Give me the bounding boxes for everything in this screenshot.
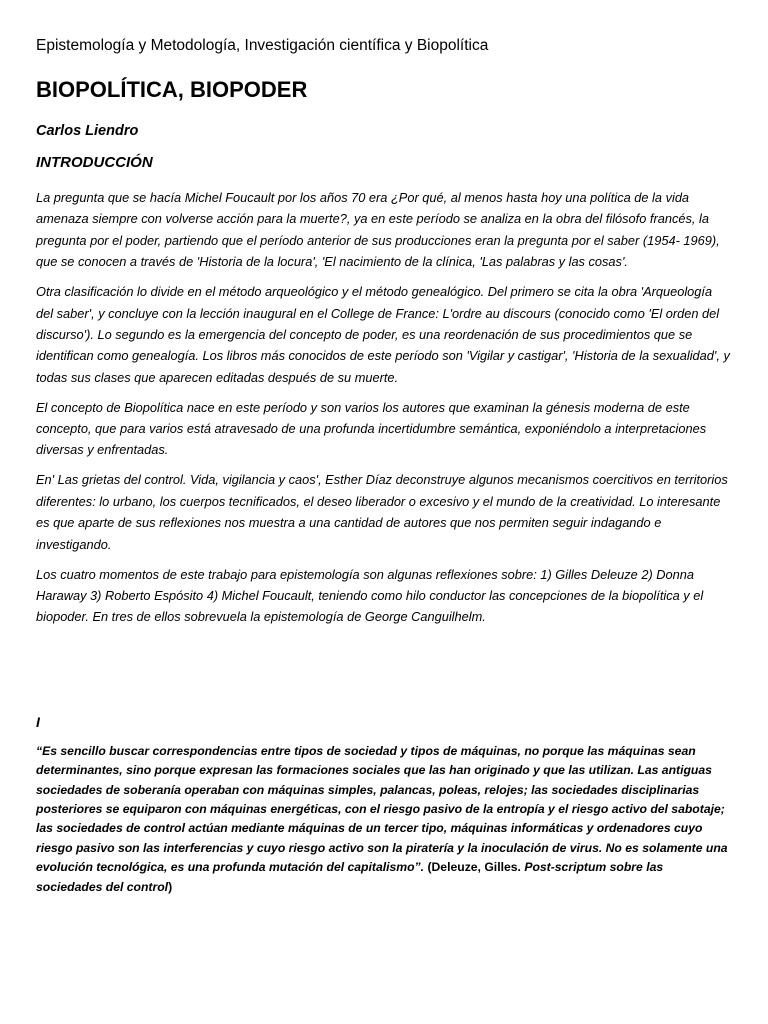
paragraph-5: Los cuatro momentos de este trabajo para epistemología son algunas reflexiones sobre: 1) Gilles Deleuze 2) Donna Haraway 3) Roberto Espósito 4) Michel Foucault, teniendo como hilo conductor las concepciones de la biopolítica y el biopoder. En tres de ellos sobrevuela la epistemología de George Canguilhelm. [36,566,704,625]
citation-close: ) [168,879,173,894]
citation-work: Post-scriptum sobre las sociedades del control [36,860,664,894]
citation-open: ( [427,860,432,875]
document-page [36,36,732,897]
citation-author: Deleuze, Gilles. [431,860,525,875]
section-heading-i: I [36,713,40,730]
paragraph-3: El concepto de Biopolítica nace en este período y son varios los autores que examinan la génesis moderna de este concepto, que para varios está atravesado de una profunda incertidumbre semántica, exponiéndolo a interpretaciones diversas y enfrentadas. [36,399,707,458]
document-header: Epistemología y Metodología, Investigación científica y Biopolítica [36,37,489,54]
paragraph-2: Otra clasificación lo divide en el método arqueológico y el método genealógico. Del primero se cita la obra 'Arqueología del saber', y concluye con la lección inaugural en el College de France: L'ordre au discours (conocido como 'El orden del discurso'). Lo segundo es la emergencia del concepto de poder, es una reordenación de sus procedimientos que se identifican como genealogía. Los libros más conocidos de este período son 'Vigilar y castigar', 'Historia de la sexualidad', y todas sus clases que aparecen editadas después de su muerte. [36,284,730,385]
document-title: BIOPOLÍTICA, BIOPODER [36,77,308,102]
section-heading-introduccion: INTRODUCCIÓN [36,154,153,171]
paragraph-4: En' Las grietas del control. Vida, vigilancia y caos', Esther Díaz deconstruye algunos mecanismos coercitivos en territorios diferentes: lo urbano, los cuerpos tecnificados, el deseo liberador o excesivo y el mundo de la creatividad. Lo interesante es que aparte de sus reflexiones nos muestra a una cantidad de autores que nos permiten seguir indagando e investigando. [36,472,728,552]
deleuze-quote [36,742,732,897]
paragraph-1: La pregunta que se hacía Michel Foucault por los años 70 era ¿Por qué, al menos hasta hoy una política de la vida amenaza siempre con volverse acción para la muerte?, ya en este período se analiza en la obra del filósofo francés, la pregunta por el poder, partiendo que el período anterior de sus producciones eran la pregunta por el saber (1954- 1969), que se conocen a través de 'Historia de la locura', 'El nacimiento de la clínica, 'Las palabras y las cosas'. [36,190,720,270]
quote-text: “Es sencillo buscar correspondencias entre tipos de sociedad y tipos de máquinas, no porque las máquinas sean determinantes, sino porque expresan las formaciones sociales que las han originado y que las utilizan. Las antiguas sociedades de soberanía operaban con máquinas simples, palancas, poleas, relojes; las sociedades disciplinarias posteriores se equiparon con máquinas energéticas, con el riesgo pasivo de la entropía y el riesgo activo del sabotaje; las sociedades de control actúan mediante máquinas de un tercer tipo, máquinas informáticas y ordenadores cuyo riesgo pasivo son las interferencias y cuyo riesgo activo son la piratería y la inoculación de virus. No es solamente una evolución tecnológica, es una profunda mutación del capitalismo”. [36,743,728,875]
author-name: Carlos Liendro [36,123,139,139]
